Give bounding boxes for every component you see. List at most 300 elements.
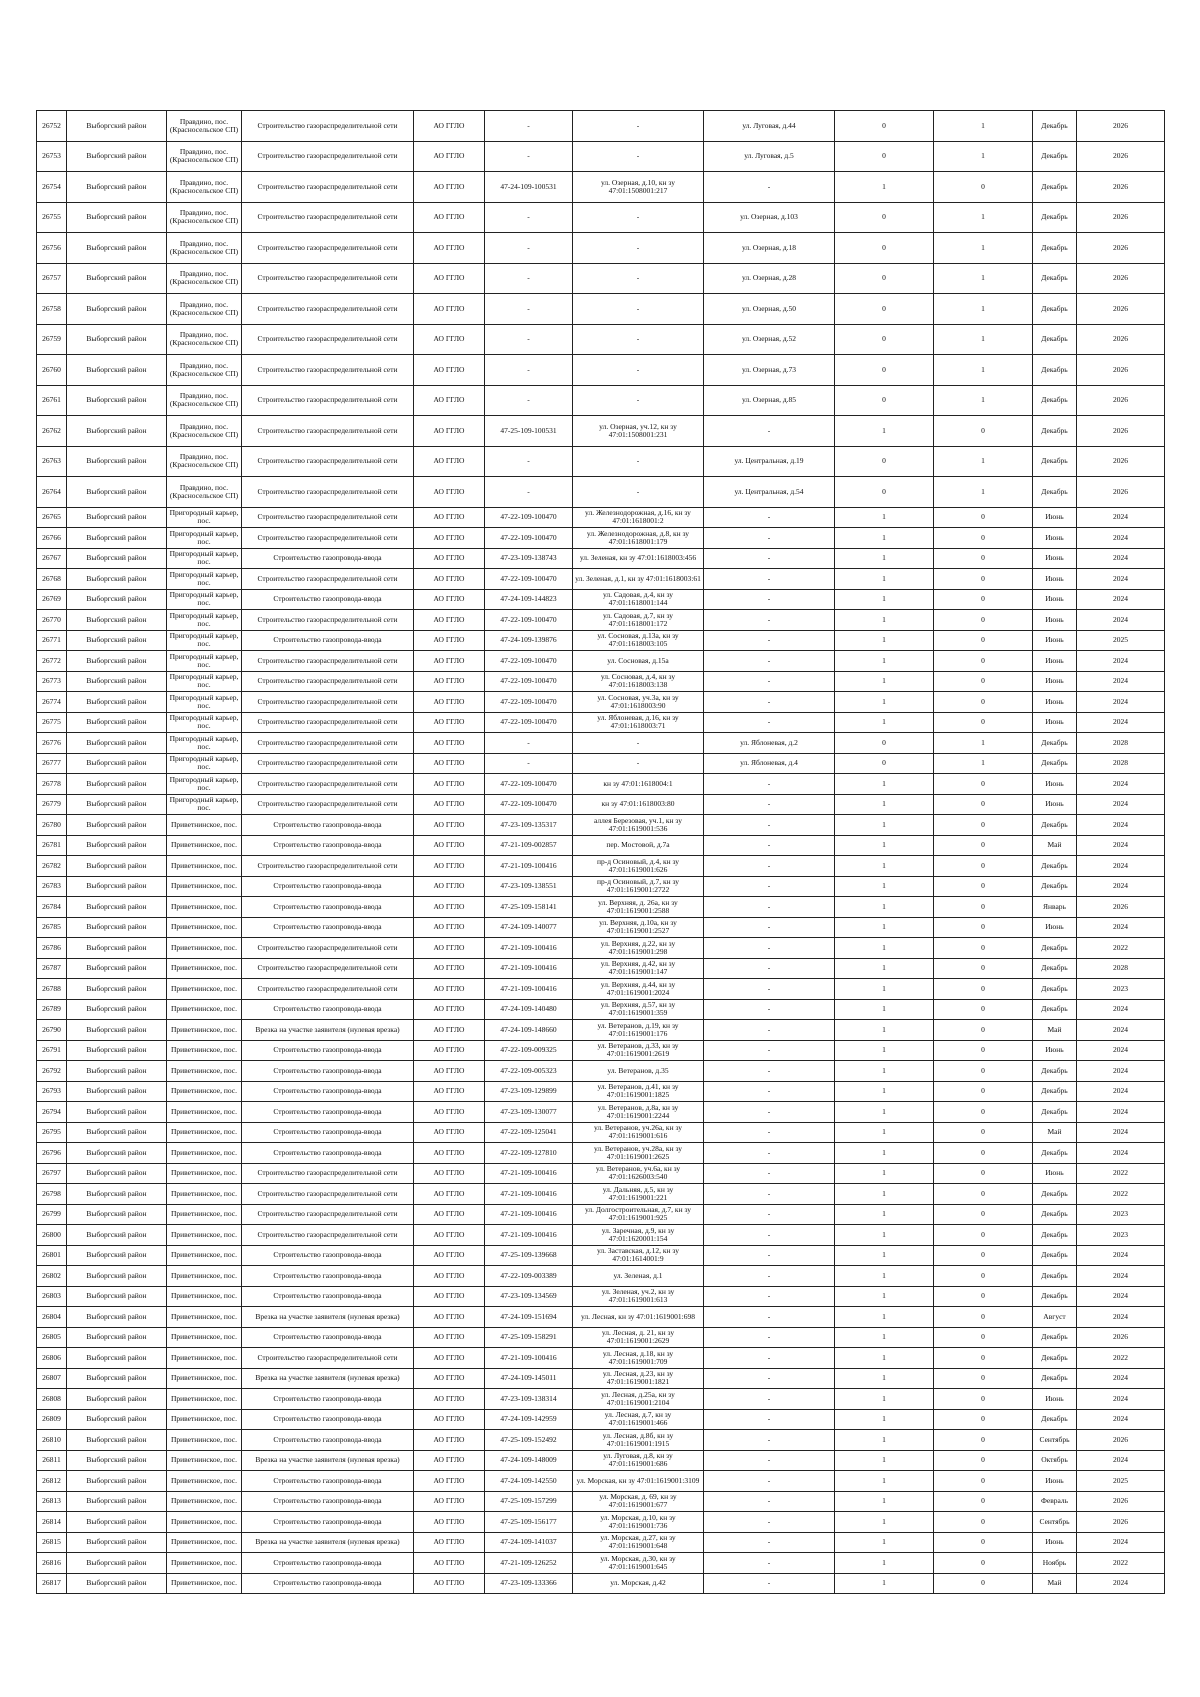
cell-settlement: Пригородный карьер, пос. [167,569,242,590]
table-row [37,294,1165,325]
cell-district: Выборгский район [67,610,167,631]
cell-settlement: Приветнинское, пос. [167,1286,242,1307]
cell-count-a: 1 [835,1245,934,1266]
cell-application-number: 47-24-109-145011 [485,1368,573,1389]
cell-work-type: Строительство газораспределительной сети [242,569,414,590]
cell-address: - [704,1307,835,1328]
cell-settlement: Приветнинское, пос. [167,1020,242,1041]
cell-record-number: 26790 [37,1020,67,1041]
table-row [37,1143,1165,1164]
cell-count-a: 1 [835,1143,934,1164]
cell-cadastral-address: ул. Ветеранов, д.8а, кн зу 47:01:1619001:2244 [573,1102,704,1123]
cell-organization: АО ГГЛО [414,1266,485,1287]
cell-organization: АО ГГЛО [414,1532,485,1553]
cell-month: Декабрь [1033,355,1077,386]
cell-month: Декабрь [1033,1143,1077,1164]
cell-cadastral-address: ул. Лесная, д.23, кн зу 47:01:1619001:1821 [573,1368,704,1389]
cell-address: - [704,1430,835,1451]
cell-count-b: 1 [934,733,1033,754]
table-row [37,202,1165,233]
cell-count-b: 0 [934,1122,1033,1143]
cell-month: Декабрь [1033,1184,1077,1205]
cell-organization: АО ГГЛО [414,1122,485,1143]
cell-year: 2024 [1077,1573,1165,1594]
cell-address: ул. Озерная, д.28 [704,263,835,294]
cell-district: Выборгский район [67,569,167,590]
cell-record-number: 26764 [37,477,67,508]
cell-organization: АО ГГЛО [414,712,485,733]
table-row [37,589,1165,610]
cell-district: Выборгский район [67,477,167,508]
cell-year: 2026 [1077,294,1165,325]
cell-district: Выборгский район [67,774,167,795]
cell-count-a: 1 [835,1020,934,1041]
cell-organization: АО ГГЛО [414,1389,485,1410]
cell-organization: АО ГГЛО [414,651,485,672]
cell-application-number: 47-24-109-100531 [485,172,573,203]
cell-settlement: Приветнинское, пос. [167,999,242,1020]
cell-record-number: 26752 [37,111,67,142]
cell-count-b: 0 [934,856,1033,877]
cell-organization: АО ГГЛО [414,385,485,416]
cell-settlement: Правдино, пос. (Красносельское СП) [167,263,242,294]
table-row [37,1471,1165,1492]
cell-month: Июнь [1033,610,1077,631]
cell-district: Выборгский район [67,1450,167,1471]
table-row [37,1122,1165,1143]
cell-year: 2024 [1077,1040,1165,1061]
cell-record-number: 26801 [37,1245,67,1266]
cell-application-number: 47-22-109-009325 [485,1040,573,1061]
cell-record-number: 26754 [37,172,67,203]
cell-year: 2024 [1077,1143,1165,1164]
cell-district: Выборгский район [67,528,167,549]
cell-district: Выборгский район [67,753,167,774]
cell-settlement: Пригородный карьер, пос. [167,794,242,815]
cell-application-number: - [485,202,573,233]
cell-year: 2026 [1077,172,1165,203]
cell-month: Декабрь [1033,1286,1077,1307]
cell-address: - [704,712,835,733]
cell-count-a: 1 [835,1327,934,1348]
cell-application-number: 47-23-109-138743 [485,548,573,569]
cell-work-type: Строительство газопровода-ввода [242,835,414,856]
table-row [37,477,1165,508]
cell-cadastral-address: ул. Садовая, д.4, кн зу 47:01:1618001:144 [573,589,704,610]
cell-organization: АО ГГЛО [414,917,485,938]
table-row [37,712,1165,733]
cell-month: Июнь [1033,692,1077,713]
cell-record-number: 26815 [37,1532,67,1553]
cell-month: Сентябрь [1033,1512,1077,1533]
cell-count-a: 1 [835,999,934,1020]
cell-count-a: 1 [835,1450,934,1471]
cell-month: Май [1033,835,1077,856]
cell-record-number: 26766 [37,528,67,549]
cell-address: - [704,1532,835,1553]
table-row [37,1040,1165,1061]
cell-cadastral-address: ул. Верхняя, д.42, кн зу 47:01:1619001:147 [573,958,704,979]
cell-district: Выборгский район [67,1184,167,1205]
cell-count-b: 0 [934,1245,1033,1266]
cell-settlement: Правдино, пос. (Красносельское СП) [167,477,242,508]
table-row [37,324,1165,355]
cell-settlement: Приветнинское, пос. [167,1471,242,1492]
cell-year: 2024 [1077,1245,1165,1266]
cell-work-type: Строительство газораспределительной сети [242,446,414,477]
cell-record-number: 26806 [37,1348,67,1369]
cell-record-number: 26773 [37,671,67,692]
cell-count-b: 0 [934,815,1033,836]
cell-district: Выборгский район [67,1286,167,1307]
table-row [37,856,1165,877]
cell-record-number: 26772 [37,651,67,672]
cell-organization: АО ГГЛО [414,958,485,979]
cell-application-number: - [485,324,573,355]
cell-month: Декабрь [1033,1061,1077,1082]
cell-settlement: Пригородный карьер, пос. [167,589,242,610]
cell-month: Декабрь [1033,1327,1077,1348]
cell-settlement: Приветнинское, пос. [167,1266,242,1287]
cell-address: - [704,1163,835,1184]
cell-district: Выборгский район [67,1225,167,1246]
cell-count-b: 0 [934,589,1033,610]
cell-count-a: 1 [835,1348,934,1369]
cell-settlement: Приветнинское, пос. [167,1491,242,1512]
cell-organization: АО ГГЛО [414,1286,485,1307]
cell-count-b: 0 [934,979,1033,1000]
cell-work-type: Строительство газораспределительной сети [242,507,414,528]
cell-count-a: 1 [835,1163,934,1184]
table-row [37,815,1165,836]
cell-settlement: Приветнинское, пос. [167,1081,242,1102]
cell-count-b: 0 [934,651,1033,672]
cell-organization: АО ГГЛО [414,355,485,386]
cell-district: Выборгский район [67,671,167,692]
cell-month: Июнь [1033,589,1077,610]
cell-address: - [704,507,835,528]
cell-count-b: 0 [934,1204,1033,1225]
table-row [37,1020,1165,1041]
cell-count-a: 1 [835,1430,934,1451]
cell-cadastral-address: ул. Ветеранов, д.35 [573,1061,704,1082]
cell-district: Выборгский район [67,897,167,918]
cell-settlement: Пригородный карьер, пос. [167,610,242,631]
cell-year: 2024 [1077,794,1165,815]
cell-cadastral-address: кн зу 47:01:1618003:80 [573,794,704,815]
cell-organization: АО ГГЛО [414,263,485,294]
cell-month: Июнь [1033,774,1077,795]
cell-count-a: 0 [835,294,934,325]
cell-address: - [704,1245,835,1266]
cell-work-type: Строительство газораспределительной сети [242,111,414,142]
cell-count-a: 0 [835,324,934,355]
cell-cadastral-address: аллея Березовая, уч.1, кн зу 47:01:1619001:536 [573,815,704,836]
cell-settlement: Приветнинское, пос. [167,1553,242,1574]
cell-count-a: 0 [835,753,934,774]
cell-address: - [704,630,835,651]
cell-count-b: 1 [934,446,1033,477]
cell-district: Выборгский район [67,999,167,1020]
cell-district: Выборгский район [67,589,167,610]
cell-address: - [704,1081,835,1102]
cell-year: 2024 [1077,815,1165,836]
cell-application-number: 47-22-109-100470 [485,610,573,631]
cell-count-a: 1 [835,610,934,631]
cell-cadastral-address: - [573,324,704,355]
cell-work-type: Строительство газораспределительной сети [242,528,414,549]
cell-year: 2024 [1077,712,1165,733]
cell-district: Выборгский район [67,355,167,386]
cell-count-a: 1 [835,1225,934,1246]
cell-count-a: 1 [835,938,934,959]
cell-settlement: Правдино, пос. (Красносельское СП) [167,141,242,172]
cell-year: 2024 [1077,651,1165,672]
cell-record-number: 26782 [37,856,67,877]
cell-count-b: 0 [934,569,1033,590]
cell-application-number: 47-25-109-158141 [485,897,573,918]
cell-count-a: 1 [835,1389,934,1410]
cell-work-type: Строительство газопровода-ввода [242,1081,414,1102]
cell-work-type: Строительство газопровода-ввода [242,1573,414,1594]
cell-district: Выборгский район [67,938,167,959]
table-row [37,671,1165,692]
cell-application-number: 47-22-109-100470 [485,507,573,528]
cell-application-number: 47-21-109-100416 [485,1163,573,1184]
cell-application-number: 47-22-109-005323 [485,1061,573,1082]
table-row [37,1266,1165,1287]
table-row [37,876,1165,897]
cell-address: - [704,1122,835,1143]
cell-organization: АО ГГЛО [414,111,485,142]
cell-cadastral-address: ул. Долгостроительная, д.7, кн зу 47:01:1619001:925 [573,1204,704,1225]
cell-district: Выборгский район [67,1430,167,1451]
cell-year: 2025 [1077,1471,1165,1492]
table-row [37,1389,1165,1410]
table-row [37,446,1165,477]
table-row [37,416,1165,447]
cell-count-b: 0 [934,1389,1033,1410]
cell-organization: АО ГГЛО [414,794,485,815]
cell-month: Июнь [1033,1040,1077,1061]
cell-year: 2024 [1077,1081,1165,1102]
cell-settlement: Пригородный карьер, пос. [167,712,242,733]
cell-year: 2024 [1077,876,1165,897]
cell-settlement: Правдино, пос. (Красносельское СП) [167,172,242,203]
cell-address: - [704,1348,835,1369]
cell-organization: АО ГГЛО [414,1225,485,1246]
cell-work-type: Строительство газопровода-ввода [242,1553,414,1574]
cell-month: Июнь [1033,917,1077,938]
table-row [37,774,1165,795]
cell-application-number: - [485,141,573,172]
cell-organization: АО ГГЛО [414,1573,485,1594]
cell-record-number: 26803 [37,1286,67,1307]
cell-district: Выборгский район [67,815,167,836]
cell-organization: АО ГГЛО [414,610,485,631]
cell-application-number: 47-25-109-157299 [485,1491,573,1512]
cell-organization: АО ГГЛО [414,1512,485,1533]
table-row [37,794,1165,815]
cell-cadastral-address: ул. Сосновая, д.15а [573,651,704,672]
cell-year: 2024 [1077,671,1165,692]
cell-month: Декабрь [1033,324,1077,355]
cell-year: 2026 [1077,1327,1165,1348]
cell-work-type: Строительство газопровода-ввода [242,1491,414,1512]
cell-year: 2026 [1077,111,1165,142]
cell-count-b: 1 [934,355,1033,386]
cell-district: Выборгский район [67,202,167,233]
cell-count-b: 0 [934,1266,1033,1287]
cell-address: - [704,1020,835,1041]
cell-count-a: 1 [835,1061,934,1082]
cell-count-b: 0 [934,999,1033,1020]
cell-settlement: Приветнинское, пос. [167,1225,242,1246]
cell-record-number: 26756 [37,233,67,264]
cell-address: - [704,1409,835,1430]
cell-cadastral-address: - [573,385,704,416]
cell-cadastral-address: ул. Зеленая, уч.2, кн зу 47:01:1619001:613 [573,1286,704,1307]
cell-organization: АО ГГЛО [414,1204,485,1225]
cell-record-number: 26763 [37,446,67,477]
cell-record-number: 26768 [37,569,67,590]
cell-work-type: Строительство газопровода-ввода [242,1040,414,1061]
cell-application-number: 47-21-109-100416 [485,1184,573,1205]
cell-application-number: - [485,263,573,294]
cell-work-type: Строительство газораспределительной сети [242,355,414,386]
cell-settlement: Правдино, пос. (Красносельское СП) [167,446,242,477]
table-body [37,111,1165,1594]
cell-month: Декабрь [1033,1102,1077,1123]
cell-application-number: 47-22-109-100470 [485,528,573,549]
cell-year: 2026 [1077,446,1165,477]
table-row [37,692,1165,713]
cell-organization: АО ГГЛО [414,1450,485,1471]
cell-cadastral-address: - [573,733,704,754]
cell-settlement: Приветнинское, пос. [167,897,242,918]
cell-settlement: Приветнинское, пос. [167,1122,242,1143]
cell-address: - [704,999,835,1020]
cell-work-type: Строительство газораспределительной сети [242,774,414,795]
cell-organization: АО ГГЛО [414,1143,485,1164]
cell-record-number: 26795 [37,1122,67,1143]
cell-application-number: 47-22-109-003389 [485,1266,573,1287]
cell-organization: АО ГГЛО [414,999,485,1020]
cell-work-type: Строительство газораспределительной сети [242,1163,414,1184]
cell-cadastral-address: ул. Лесная, кн зу 47:01:1619001:698 [573,1307,704,1328]
cell-count-b: 0 [934,876,1033,897]
cell-district: Выборгский район [67,1163,167,1184]
table-row [37,1368,1165,1389]
cell-cadastral-address: ул. Сосновая, уч.3а, кн зу 47:01:1618003:90 [573,692,704,713]
cell-application-number: 47-21-109-100416 [485,1204,573,1225]
cell-work-type: Строительство газопровода-ввода [242,1245,414,1266]
cell-record-number: 26767 [37,548,67,569]
table-row [37,917,1165,938]
cell-work-type: Строительство газораспределительной сети [242,794,414,815]
cell-count-b: 0 [934,416,1033,447]
cell-count-a: 1 [835,507,934,528]
cell-count-a: 1 [835,815,934,836]
cell-count-a: 1 [835,1409,934,1430]
cell-month: Декабрь [1033,753,1077,774]
cell-application-number: 47-25-109-156177 [485,1512,573,1533]
cell-application-number: - [485,753,573,774]
cell-cadastral-address: ул. Ветеранов, д.33, кн зу 47:01:1619001:2619 [573,1040,704,1061]
cell-organization: АО ГГЛО [414,1409,485,1430]
cell-address: - [704,979,835,1000]
cell-settlement: Приветнинское, пос. [167,917,242,938]
cell-cadastral-address: ул. Ветеранов, д.19, кн зу 47:01:1619001:176 [573,1020,704,1041]
cell-month: Декабрь [1033,1348,1077,1369]
cell-month: Июнь [1033,548,1077,569]
cell-work-type: Строительство газораспределительной сети [242,651,414,672]
cell-cadastral-address: ул. Верхняя, д.10а, кн зу 47:01:1619001:2527 [573,917,704,938]
records-table [36,110,1165,1594]
cell-cadastral-address: ул. Лесная, д.25а, кн зу 47:01:1619001:2104 [573,1389,704,1410]
cell-district: Выборгский район [67,1020,167,1041]
cell-application-number: 47-24-109-144823 [485,589,573,610]
cell-address: - [704,1143,835,1164]
cell-application-number: 47-22-109-127810 [485,1143,573,1164]
cell-cadastral-address: кн зу 47:01:1618004:1 [573,774,704,795]
cell-address: ул. Озерная, д.52 [704,324,835,355]
cell-year: 2024 [1077,1020,1165,1041]
cell-application-number: - [485,233,573,264]
cell-count-b: 0 [934,1553,1033,1574]
cell-record-number: 26765 [37,507,67,528]
cell-count-b: 0 [934,835,1033,856]
cell-count-a: 1 [835,671,934,692]
cell-month: Декабрь [1033,958,1077,979]
cell-settlement: Правдино, пос. (Красносельское СП) [167,202,242,233]
cell-count-a: 1 [835,856,934,877]
table-row [37,733,1165,754]
cell-count-b: 1 [934,111,1033,142]
cell-address: - [704,1225,835,1246]
cell-cadastral-address: пер. Мостовой, д.7а [573,835,704,856]
cell-organization: АО ГГЛО [414,692,485,713]
cell-record-number: 26775 [37,712,67,733]
table-row [37,1573,1165,1594]
cell-organization: АО ГГЛО [414,938,485,959]
cell-application-number: 47-25-109-100531 [485,416,573,447]
cell-count-b: 0 [934,774,1033,795]
cell-cadastral-address: ул. Морская, д.42 [573,1573,704,1594]
cell-cadastral-address: ул. Верхняя, д.57, кн зу 47:01:1619001:359 [573,999,704,1020]
cell-application-number: 47-24-109-140480 [485,999,573,1020]
cell-month: Июнь [1033,507,1077,528]
cell-month: Декабрь [1033,233,1077,264]
cell-year: 2024 [1077,692,1165,713]
cell-count-b: 0 [934,712,1033,733]
cell-cadastral-address: ул. Сосновая, д.13а, кн зу 47:01:1618003:105 [573,630,704,651]
cell-count-b: 0 [934,528,1033,549]
table-row [37,528,1165,549]
cell-district: Выборгский район [67,416,167,447]
cell-organization: АО ГГЛО [414,815,485,836]
cell-application-number: 47-23-109-133366 [485,1573,573,1594]
cell-cadastral-address: ул. Ветеранов, уч.26а, кн зу 47:01:1619001:616 [573,1122,704,1143]
table-row [37,1450,1165,1471]
cell-district: Выборгский район [67,111,167,142]
cell-count-b: 0 [934,917,1033,938]
cell-count-b: 1 [934,233,1033,264]
table-row [37,1307,1165,1328]
cell-settlement: Приветнинское, пос. [167,1102,242,1123]
cell-count-a: 1 [835,172,934,203]
cell-year: 2023 [1077,1204,1165,1225]
